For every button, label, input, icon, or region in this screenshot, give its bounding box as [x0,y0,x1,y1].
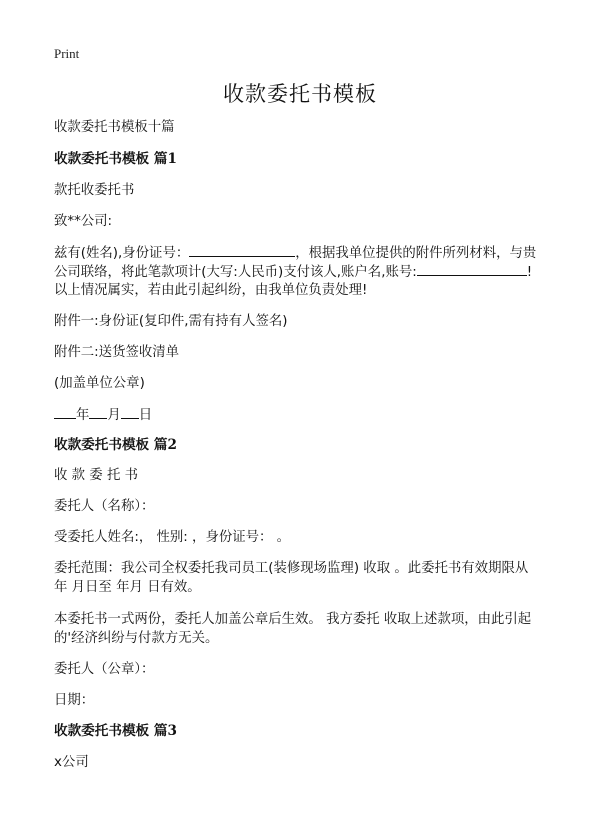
section2-copies-line2: 的'经济纠纷与付款方无关。 [54,631,219,646]
section2-seal: 委托人（公章）： [54,662,155,677]
section2-scope-line2: 年 月日至 年月 日有效。 [54,580,201,595]
section1-recipient: 致**公司: [54,214,113,229]
document-title: 收款委托书模板 [223,82,377,106]
body-line2-end: ! [526,265,533,280]
date-month-label: 月 [107,408,121,423]
section3-heading: 收款委托书模板 篇3 [54,723,177,739]
section1-attachment2: 附件二:送货签收清单 [54,345,180,360]
section2-principal: 委托人（名称）： [54,499,155,514]
date-day-label: 日 [138,408,153,423]
month-blank [89,405,107,419]
section2-date: 日期： [54,693,95,708]
year-blank [54,405,76,419]
id-number-blank [189,243,295,257]
section3-recipient: x公司 [54,755,89,770]
section2-copies-line1: 本委托书一式两份，委托人加盖公章后生效。 我方委托 收取上述款项，由此引起 [54,612,532,627]
section1-date [54,405,549,425]
body-line1-end: ，根据我单位提供的附件所列材料，与贵 [295,246,537,261]
print-label: Print [54,46,80,61]
section1-subtitle: 款托收委托书 [54,183,135,198]
section1-heading: 收款委托书模板 篇1 [54,151,177,167]
date-year-label: 年 [76,408,90,423]
account-number-blank [417,262,527,276]
section1-attachment1: 附件一:身份证(复印件,需有持有人签名) [54,314,288,329]
section2-heading: 收款委托书模板 篇2 [54,437,177,453]
section2-scope-line1: 委托范围：我公司全权委托我司员工(装修现场监理) 收取 。此委托书有效期限从 [54,561,529,576]
section1-body-line3: 以上情况属实，若由此引起纠纷，由我单位负责处理! [54,283,368,298]
section1-body-line1 [54,243,549,263]
body-line1-start: 兹有(姓名),身份证号： [54,246,190,261]
section2-subtitle: 收 款 委 托 书 [54,468,138,483]
intro-text: 收款委托书模板十篇 [54,120,175,135]
day-blank [121,405,139,419]
body-line2-start: 公司联络，将此笔款项计(大写:人民币)支付该人,账户名,账号: [54,265,417,280]
section1-seal: (加盖单位公章) [54,376,145,391]
section2-agent: 受委托人姓名:， 性别: ，身份证号： 。 [54,530,291,545]
section1-body-line2 [54,262,549,282]
